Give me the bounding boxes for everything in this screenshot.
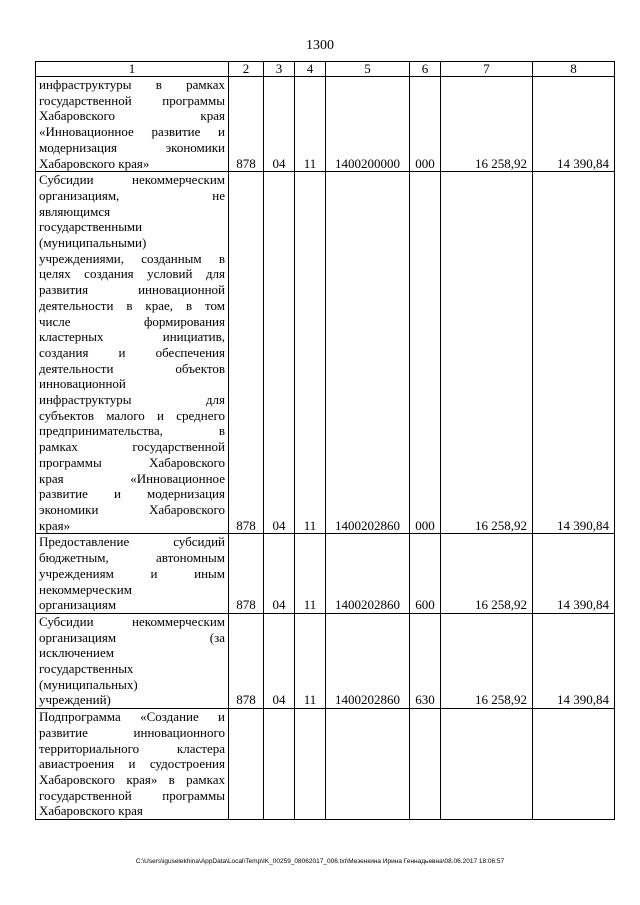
expense-type-cell: 000	[410, 77, 441, 172]
budget-table	[35, 61, 615, 820]
description-line: создания и обеспечения	[39, 344, 225, 360]
description-line: рамках государственной	[39, 439, 225, 455]
target-article-cell: 1400202860	[326, 172, 410, 534]
page-number: 1300	[306, 38, 334, 53]
amount-2018-cell: 16 258,92	[441, 534, 533, 614]
row-description	[36, 709, 229, 820]
expense-type-cell: 000	[410, 172, 441, 534]
header-cell: 4	[295, 62, 326, 77]
description-line: бюджетным, автономным	[39, 550, 225, 566]
description-line: инфраструктуры в рамках	[39, 77, 225, 92]
header-cell: 2	[229, 62, 264, 77]
description-line: Предоставление субсидий	[39, 534, 225, 550]
description-line: организациям, не	[39, 187, 225, 203]
description-line: некоммерческим	[39, 581, 132, 597]
header-cell: 1	[36, 62, 229, 77]
description-line: экономики Хабаровского	[39, 501, 225, 517]
description-line: государственной программы	[39, 92, 225, 108]
description-line: Субсидии некоммерческим	[39, 172, 225, 188]
description-line: Субсидии некоммерческим	[39, 613, 225, 629]
amount-2019-cell: 14 390,84	[533, 613, 615, 708]
description-line: (муниципальными)	[39, 235, 147, 251]
description-line: края «Инновационное	[39, 470, 225, 486]
target-article-cell: 1400202860	[326, 613, 410, 708]
row-description	[36, 172, 229, 534]
description-line: государственной программы	[39, 787, 225, 803]
description-line: Хабаровского края»	[39, 155, 150, 171]
header-cell: 3	[264, 62, 295, 77]
subsection-code-cell	[295, 709, 326, 820]
gr-code-cell: 878	[229, 172, 264, 534]
description-line: авиастроения и судостроения	[39, 756, 225, 772]
description-line: организациям	[39, 597, 117, 613]
description-line: кластерных инициатив,	[39, 329, 225, 345]
header-cell: 7	[441, 62, 533, 77]
section-code-cell	[264, 709, 295, 820]
subsection-code-cell: 11	[295, 77, 326, 172]
section-code-cell: 04	[264, 172, 295, 534]
amount-2019-cell: 14 390,84	[533, 534, 615, 614]
header-cell: 8	[533, 62, 615, 77]
section-code-cell: 04	[264, 534, 295, 614]
amount-2019-cell	[533, 709, 615, 820]
description-line: числе формирования	[39, 313, 225, 329]
gr-code-cell	[229, 709, 264, 820]
description-line: инновационной	[39, 376, 126, 392]
amount-2019-cell: 14 390,84	[533, 77, 615, 172]
gr-code-cell: 878	[229, 613, 264, 708]
description-line: края»	[39, 517, 71, 533]
header-row	[36, 62, 615, 77]
description-line: целях создания условий для	[39, 266, 225, 282]
header-cell: 6	[410, 62, 441, 77]
description-line: являющимся	[39, 203, 111, 219]
description-line: учреждений)	[39, 692, 111, 708]
section-code-cell: 04	[264, 77, 295, 172]
expense-type-cell: 630	[410, 613, 441, 708]
description-line: организациям (за	[39, 629, 225, 645]
description-line: программы Хабаровского	[39, 454, 225, 470]
amount-2018-cell: 16 258,92	[441, 613, 533, 708]
description-line: модернизация экономики	[39, 139, 225, 155]
description-line: Хабаровского края» в рамках	[39, 771, 225, 787]
description-line: территориального кластера	[39, 740, 225, 756]
header-cell: 5	[326, 62, 410, 77]
description-line: предпринимательства, в	[39, 423, 225, 439]
description-line: развитие инновационного	[39, 724, 225, 740]
table-row	[36, 172, 615, 534]
description-line: деятельности в крае, в том	[39, 297, 225, 313]
description-line: учреждениям и иным	[39, 565, 225, 581]
description-line: исключением	[39, 645, 114, 661]
description-line: Хабаровского края	[39, 108, 225, 124]
amount-2019-cell: 14 390,84	[533, 172, 615, 534]
amount-2018-cell	[441, 709, 533, 820]
description-line: деятельности объектов	[39, 360, 225, 376]
description-line: субъектов малого и среднего	[39, 407, 225, 423]
description-line: «Инновационное развитие и	[39, 124, 225, 140]
description-line: развитие и модернизация	[39, 486, 225, 502]
subsection-code-cell: 11	[295, 534, 326, 614]
amount-2018-cell: 16 258,92	[441, 172, 533, 534]
table-row	[36, 709, 615, 820]
description-line: Хабаровского края	[39, 803, 143, 819]
subsection-code-cell: 11	[295, 172, 326, 534]
target-article-cell: 1400200000	[326, 77, 410, 172]
table-row	[36, 534, 615, 614]
target-article-cell: 1400202860	[326, 534, 410, 614]
description-line: (муниципальных)	[39, 676, 138, 692]
subsection-code-cell: 11	[295, 613, 326, 708]
row-description	[36, 534, 229, 614]
gr-code-cell: 878	[229, 534, 264, 614]
row-description	[36, 613, 229, 708]
description-line: государственных	[39, 661, 134, 677]
row-description	[36, 77, 229, 172]
gr-code-cell: 878	[229, 77, 264, 172]
target-article-cell	[326, 709, 410, 820]
section-code-cell: 04	[264, 613, 295, 708]
description-line: Подпрограмма «Создание и	[39, 709, 225, 725]
description-line: развития инновационной	[39, 282, 225, 298]
description-line: инфраструктуры для	[39, 392, 225, 408]
description-line: учреждениями, созданным в	[39, 250, 225, 266]
description-line: государственными	[39, 219, 143, 235]
expense-type-cell: 600	[410, 534, 441, 614]
table-row	[36, 613, 615, 708]
table-row	[36, 77, 615, 172]
file-path-footer: C:\Users\iguselekhina\AppData\Local\Temp\IK_00259_08062017_006.txt\Мезенкина Ирина Геннадьевна\08.06.2017 18:06:57	[135, 858, 505, 865]
amount-2018-cell: 16 258,92	[441, 77, 533, 172]
expense-type-cell	[410, 709, 441, 820]
